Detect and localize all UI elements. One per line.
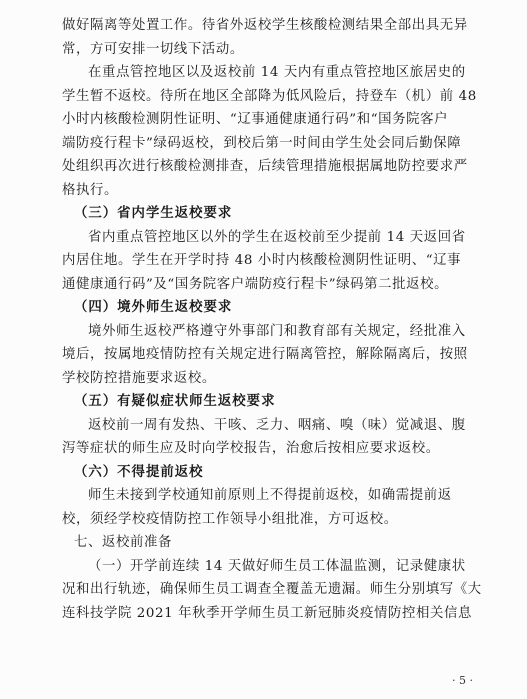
paragraph-line: 师生未接到学校通知前原则上不得提前返校，如确需提前返 bbox=[88, 488, 452, 503]
paragraph-line: 七、返校前准备 bbox=[74, 535, 172, 550]
section-heading: （五）有疑似症状师生返校要求 bbox=[74, 393, 276, 409]
section-heading: （三）省内学生返校要求 bbox=[74, 205, 233, 221]
paragraph-line: 常，方可安排一切线下活动。 bbox=[62, 41, 244, 57]
paragraph-line: 校，须经学校疫情防控工作领导小组批准，方可返校。 bbox=[62, 511, 398, 527]
paragraph-line: （一）开学前连续 14 天做好师生员工体温监测，记录健康状 bbox=[88, 558, 466, 574]
paragraph-line: 境后，按属地疫情防控有关规定进行隔离管控，解除隔离后，按照 bbox=[62, 347, 468, 362]
section-heading: （六）不得提前返校 bbox=[74, 463, 204, 480]
page-number: · 5 · bbox=[452, 674, 473, 687]
paragraph-line: 连科技学院 2021 年秋季开学师生员工新冠肺炎疫情防控相关信息 bbox=[62, 605, 472, 621]
paragraph-line: 况和出行轨迹，确保师生员工调查全覆盖无遗漏。师生分别填写《大 bbox=[62, 582, 482, 597]
section-heading: （四）境外师生返校要求 bbox=[74, 299, 233, 315]
paragraph-line: 格执行。 bbox=[62, 182, 118, 198]
paragraph-line: 在重点管控地区以及返校前 14 天内有重点管控地区旅居史的 bbox=[88, 65, 466, 80]
document-body bbox=[62, 14, 482, 625]
paragraph-line: 处组织再次进行核酸检测排查，后续管理措施根据属地防控要求严 bbox=[62, 159, 468, 174]
paragraph-line: 做好隔离等处置工作。待省外返校学生核酸检测结果全部出具无异 bbox=[62, 18, 468, 33]
paragraph-line: 小时内核酸检测阴性证明、“辽事通健康通行码”和“国务院客户 bbox=[62, 112, 449, 127]
paragraph-line: 学生暂不返校。待所在地区全部降为低风险后，持登车（机）前 48 bbox=[62, 88, 477, 104]
paragraph-line: 学校防控措施要求返校。 bbox=[62, 370, 216, 386]
paragraph-line: 省内重点管控地区以外的学生在返校前至少提前 14 天返回省 bbox=[88, 229, 466, 245]
paragraph-line: 内居住地。学生在开学时持 48 小时内核酸检测阴性证明、“辽事 bbox=[62, 253, 462, 268]
paragraph-line: 通健康通行码”及“国务院客户端防疫行程卡”绿码第二批返校。 bbox=[62, 276, 449, 292]
paragraph-line: 端防疫行程卡”绿码返校，到校后第一时间由学生处会同后勤保障 bbox=[62, 135, 462, 151]
paragraph-line: 返校前一周有发热、干咳、乏力、咽痛、嗅（味）觉减退、腹 bbox=[88, 417, 466, 433]
paragraph-line: 泻等症状的师生应及时向学校报告，治愈后按相应要求返校。 bbox=[62, 441, 440, 456]
paragraph-line: 境外师生返校严格遵守外事部门和教育部有关规定，经批准入 bbox=[88, 323, 466, 339]
